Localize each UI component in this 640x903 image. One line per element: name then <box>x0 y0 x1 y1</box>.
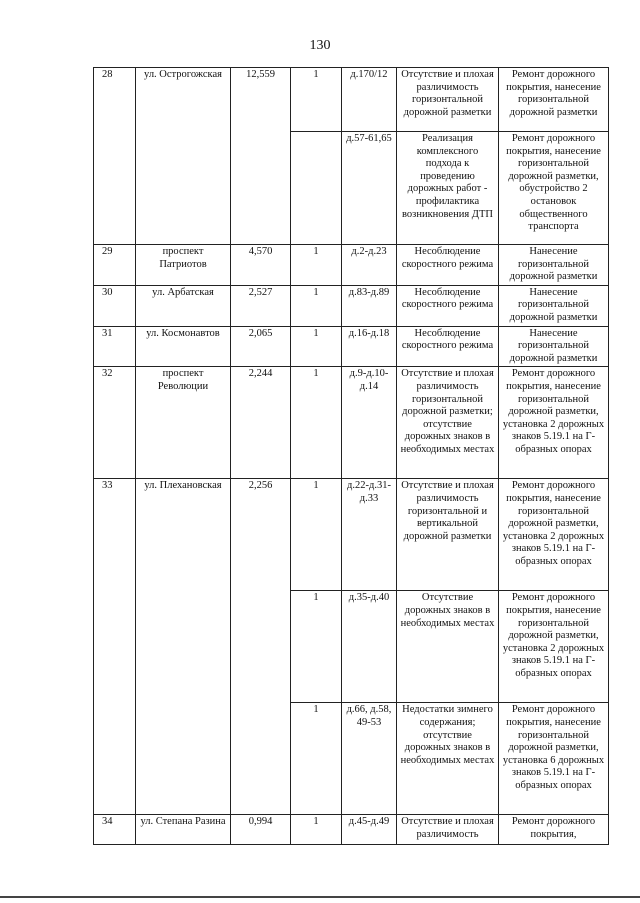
row-number: 32 <box>94 367 136 479</box>
problem-description: Несоблюдение скоростного режима <box>397 326 499 367</box>
row-number: 33 <box>94 479 136 815</box>
house-range: д.22-д.31-д.33 <box>342 479 397 591</box>
street-name: проспект Патриотов <box>136 245 231 286</box>
section-length: 2,527 <box>231 285 291 326</box>
section-count: 1 <box>291 479 342 591</box>
house-range: д.66, д.58, 49-53 <box>342 703 397 815</box>
row-number: 29 <box>94 245 136 286</box>
section-length: 2,244 <box>231 367 291 479</box>
house-range: д.57-61,65 <box>342 132 397 245</box>
table-row <box>94 479 609 591</box>
section-count: 1 <box>291 703 342 815</box>
section-count: 1 <box>291 245 342 286</box>
problem-description: Отсутствие дорожных знаков в необходимых местах <box>397 591 499 703</box>
section-count: 1 <box>291 68 342 132</box>
section-length: 0,994 <box>231 815 291 845</box>
planned-measures: Нанесение горизонтальной дорожной разметки <box>499 245 609 286</box>
house-range: д.2-д.23 <box>342 245 397 286</box>
house-range: д.83-д.89 <box>342 285 397 326</box>
planned-measures: Нанесение горизонтальной дорожной разметки <box>499 285 609 326</box>
problem-description: Недостатки зимнего содержания; отсутствие дорожных знаков в необходимых местах <box>397 703 499 815</box>
section-count: 1 <box>291 326 342 367</box>
house-range: д.170/12 <box>342 68 397 132</box>
planned-measures: Ремонт дорожного покрытия, нанесение горизонтальной дорожной разметки, установка 2 дорожных знаков 5.19.1 на Г-образных опорах <box>499 591 609 703</box>
section-count: 1 <box>291 285 342 326</box>
planned-measures: Ремонт дорожного покрытия, нанесение горизонтальной дорожной разметки, установка 6 дорожных знаков 5.19.1 на Г-образных опорах <box>499 703 609 815</box>
house-range: д.9-д.10-д.14 <box>342 367 397 479</box>
planned-measures: Нанесение горизонтальной дорожной разметки <box>499 326 609 367</box>
row-number: 34 <box>94 815 136 845</box>
row-number: 28 <box>94 68 136 245</box>
problem-description: Отсутствие и плохая различимость горизонтальной дорожной разметки <box>397 68 499 132</box>
planned-measures: Ремонт дорожного покрытия, нанесение горизонтальной дорожной разметки <box>499 68 609 132</box>
planned-measures: Ремонт дорожного покрытия, <box>499 815 609 845</box>
planned-measures: Ремонт дорожного покрытия, нанесение горизонтальной дорожной разметки, обустройство 2 остановок общественного транспорта <box>499 132 609 245</box>
section-count: 1 <box>291 591 342 703</box>
street-name: проспект Революции <box>136 367 231 479</box>
house-range: д.35-д.40 <box>342 591 397 703</box>
problem-description: Несоблюдение скоростного режима <box>397 285 499 326</box>
planned-measures: Ремонт дорожного покрытия, нанесение горизонтальной дорожной разметки, установка 2 дорожных знаков 5.19.1 на Г-образных опорах <box>499 367 609 479</box>
table-row <box>94 367 609 479</box>
problem-description: Отсутствие и плохая различимость <box>397 815 499 845</box>
house-range: д.45-д.49 <box>342 815 397 845</box>
page-number: 130 <box>309 38 331 53</box>
street-name: ул. Космонавтов <box>136 326 231 367</box>
street-name: ул. Арбатская <box>136 285 231 326</box>
row-number: 31 <box>94 326 136 367</box>
table-row <box>94 285 609 326</box>
table-row <box>94 245 609 286</box>
road-sections-table <box>93 67 609 845</box>
street-name: ул. Плехановская <box>136 479 231 815</box>
problem-description: Несоблюдение скоростного режима <box>397 245 499 286</box>
section-count: 1 <box>291 367 342 479</box>
row-number: 30 <box>94 285 136 326</box>
section-length: 4,570 <box>231 245 291 286</box>
planned-measures: Ремонт дорожного покрытия, нанесение горизонтальной дорожной разметки, установка 2 дорожных знаков 5.19.1 на Г-образных опорах <box>499 479 609 591</box>
street-name: ул. Степана Разина <box>136 815 231 845</box>
table-row <box>94 326 609 367</box>
problem-description: Реализация комплексного подхода к проведению дорожных работ - профилактика возникновения ДТП <box>397 132 499 245</box>
problem-description: Отсутствие и плохая различимость горизонтальной дорожной разметки; отсутствие дорожных знаков в необходимых местах <box>397 367 499 479</box>
section-length: 2,065 <box>231 326 291 367</box>
table-row <box>94 815 609 845</box>
house-range: д.16-д.18 <box>342 326 397 367</box>
section-length: 2,256 <box>231 479 291 815</box>
page-bottom-edge <box>0 896 640 898</box>
section-length: 12,559 <box>231 68 291 245</box>
section-count: 1 <box>291 815 342 845</box>
table-row <box>94 68 609 132</box>
section-count <box>291 132 342 245</box>
street-name: ул. Острогожская <box>136 68 231 245</box>
problem-description: Отсутствие и плохая различимость горизонтальной и вертикальной дорожной разметки <box>397 479 499 591</box>
